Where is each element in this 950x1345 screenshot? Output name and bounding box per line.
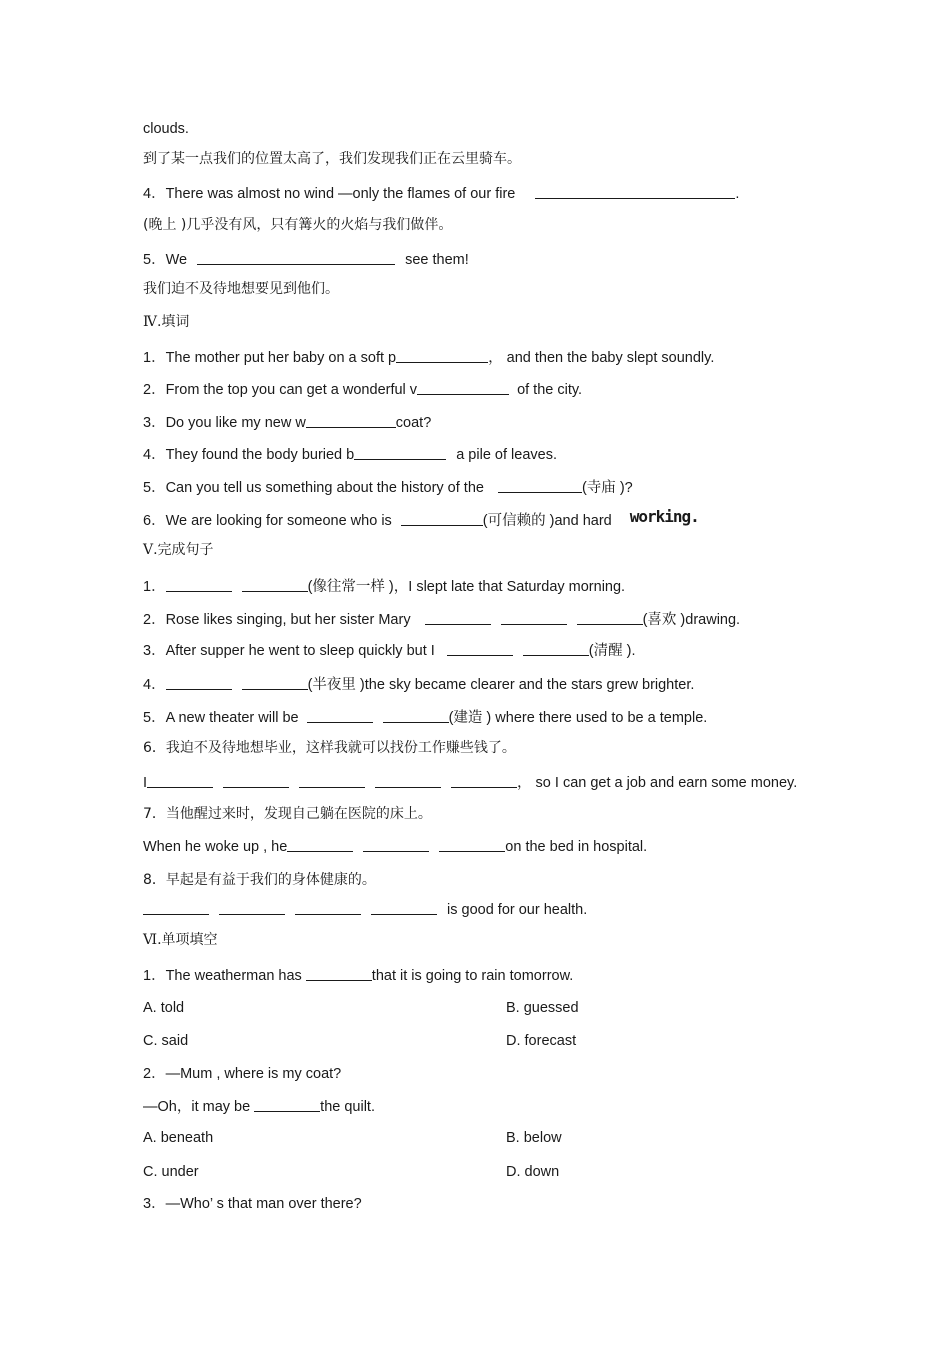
answer-blank[interactable] bbox=[223, 773, 289, 788]
dialogue-line: —Oh，it may be the quilt. bbox=[143, 1099, 375, 1115]
complete-sentence-question: 1． (像往常一样 )，I slept late that Saturday morning. bbox=[143, 579, 626, 595]
complete-sentence-answer-line: I ， so I can get a job and earn some money. bbox=[143, 775, 798, 791]
answer-blank[interactable] bbox=[254, 1097, 320, 1112]
complete-sentence-answer-line: When he woke up , he on the bed in hospital. bbox=[143, 839, 648, 855]
chinese-translation: 我们迫不及待地想要见到他们。 bbox=[143, 281, 339, 297]
answer-blank[interactable] bbox=[396, 348, 488, 363]
answer-blank[interactable] bbox=[383, 708, 449, 723]
answer-blank[interactable] bbox=[375, 773, 441, 788]
answer-blank[interactable] bbox=[197, 250, 395, 265]
section-title: Ⅳ.填词 bbox=[143, 314, 190, 330]
answer-blank[interactable] bbox=[417, 380, 509, 395]
answer-blank[interactable] bbox=[242, 577, 308, 592]
answer-blank[interactable] bbox=[219, 900, 285, 915]
answer-blank[interactable] bbox=[143, 900, 209, 915]
multiple-choice-question: 2．—Mum , where is my coat? bbox=[143, 1066, 342, 1082]
answer-blank[interactable] bbox=[166, 675, 232, 690]
section-title: Ⅴ.完成句子 bbox=[143, 542, 214, 558]
complete-sentence-question: 2．Rose likes singing, but her sister Mary (喜欢 )drawing. bbox=[143, 612, 741, 628]
chinese-translation: 到了某一点我们的位置太高了，我们发现我们正在云里骑车。 bbox=[143, 151, 521, 167]
answer-blank[interactable] bbox=[501, 610, 567, 625]
chinese-translation: (晚上 )几乎没有风，只有篝火的火焰与我们做伴。 bbox=[143, 217, 453, 233]
option-c[interactable]: C. under bbox=[143, 1164, 199, 1180]
option-d[interactable]: D. down bbox=[506, 1164, 560, 1180]
fill-word-question: 3．Do you like my new w coat? bbox=[143, 415, 432, 431]
answer-blank[interactable] bbox=[401, 511, 483, 526]
answer-blank[interactable] bbox=[451, 773, 517, 788]
option-c[interactable]: C. said bbox=[143, 1033, 189, 1049]
fill-word-question: 1．The mother put her baby on a soft p ， and then the baby slept soundly. bbox=[143, 350, 715, 366]
complete-sentence-question: 4． (半夜里 )the sky became clearer and the stars grew brighter. bbox=[143, 677, 695, 693]
answer-blank[interactable] bbox=[306, 966, 372, 981]
option-b[interactable]: B. below bbox=[506, 1130, 562, 1146]
fill-word-question: 2．From the top you can get a wonderful v of the city. bbox=[143, 382, 583, 398]
answer-blank[interactable] bbox=[425, 610, 491, 625]
fill-word-question: 5．Can you tell us something about the history of the (寺庙 )? bbox=[143, 480, 633, 496]
complete-sentence-question: 3．After supper he went to sleep quickly but I (清醒 ). bbox=[143, 643, 636, 659]
option-b[interactable]: B. guessed bbox=[506, 1000, 579, 1016]
answer-blank[interactable] bbox=[363, 837, 429, 852]
answer-blank[interactable] bbox=[577, 610, 643, 625]
answer-blank[interactable] bbox=[295, 900, 361, 915]
fill-word-question: 6．We are looking for someone who is (可信赖的 )and hard working. bbox=[143, 507, 699, 529]
answer-blank[interactable] bbox=[287, 837, 353, 852]
complete-sentence-answer-line: is good for our health. bbox=[143, 900, 587, 919]
answer-blank[interactable] bbox=[147, 773, 213, 788]
handwritten-word: working. bbox=[629, 507, 699, 526]
answer-blank[interactable] bbox=[166, 577, 232, 592]
fill-word-question: 4．They found the body buried b a pile of leaves. bbox=[143, 447, 557, 463]
answer-blank[interactable] bbox=[498, 478, 582, 493]
question-prompt-chinese: 8．早起是有益于我们的身体健康的。 bbox=[143, 872, 376, 888]
answer-blank[interactable] bbox=[439, 837, 505, 852]
multiple-choice-question: 3．—Who’ s that man over there? bbox=[143, 1196, 362, 1212]
section-title: Ⅵ.单项填空 bbox=[143, 932, 218, 948]
text-line: clouds. bbox=[143, 121, 189, 137]
answer-blank[interactable] bbox=[354, 445, 446, 460]
answer-blank[interactable] bbox=[535, 184, 735, 199]
question-prompt-chinese: 6．我迫不及待地想毕业，这样我就可以找份工作赚些钱了。 bbox=[143, 740, 516, 756]
answer-blank[interactable] bbox=[242, 675, 308, 690]
complete-sentence-question: 5．A new theater will be (建造 ) where there used to be a temple. bbox=[143, 710, 708, 726]
option-a[interactable]: A. told bbox=[143, 1000, 185, 1016]
option-d[interactable]: D. forecast bbox=[506, 1033, 577, 1049]
answer-blank[interactable] bbox=[523, 641, 589, 656]
question-5: 5．We see them! bbox=[143, 252, 469, 268]
question-4: 4．There was almost no wind —only the flames of our fire . bbox=[143, 186, 740, 202]
multiple-choice-question: 1．The weatherman has that it is going to rain tomorrow. bbox=[143, 968, 574, 984]
answer-blank[interactable] bbox=[299, 773, 365, 788]
answer-blank[interactable] bbox=[371, 900, 437, 915]
question-prompt-chinese: 7．当他醒过来时，发现自己躺在医院的床上。 bbox=[143, 806, 432, 822]
answer-blank[interactable] bbox=[447, 641, 513, 656]
option-a[interactable]: A. beneath bbox=[143, 1130, 214, 1146]
answer-blank[interactable] bbox=[307, 708, 373, 723]
answer-blank[interactable] bbox=[306, 413, 396, 428]
